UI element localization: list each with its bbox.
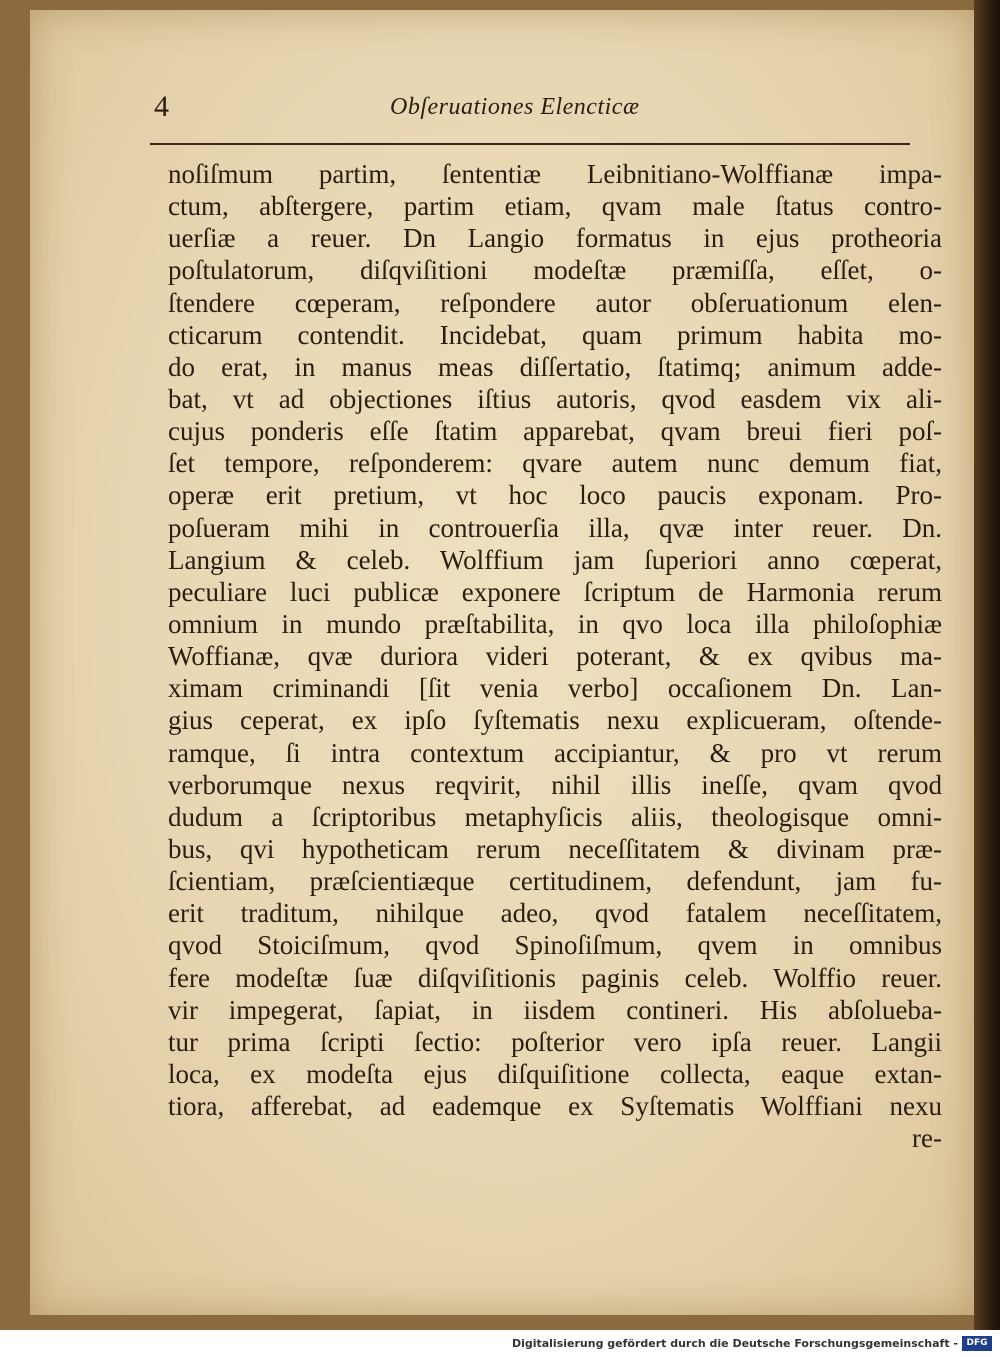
text-line: tiora, afferebat, ad eademque ex Syſtematis Wolffiani nexu [168, 1091, 942, 1122]
text-line: vir impegerat, ſapiat, in iisdem contineri. His abſolueba- [168, 994, 942, 1025]
text-line: poſueram mihi in controuerſia illa, qvæ inter reuer. Dn. [168, 512, 942, 543]
text-line: ctum, abſtergere, partim etiam, qvam male ſtatus contro- [168, 191, 942, 222]
running-title: Obſeruationes Elencticæ [390, 94, 640, 120]
text-line: cticarum contendit. Incidebat, quam primum habita mo- [168, 319, 942, 350]
header-rule [150, 143, 910, 145]
text-line: peculiare luci publicæ exponere ſcriptum de Harmonia rerum [168, 576, 942, 607]
text-line: qvod Stoiciſmum, qvod Spinoſiſmum, qvem in omnibus [168, 930, 942, 961]
text-line: ſet tempore, reſponderem: qvare autem nunc demum fiat, [168, 448, 942, 479]
catchword: re- [912, 1123, 942, 1154]
page-header [130, 90, 920, 130]
text-line: operæ erit pretium, vt hoc loco paucis exponam. Pro- [168, 480, 942, 511]
text-line: loca, ex modeſta ejus diſquiſitione collecta, eaque extan- [168, 1058, 942, 1089]
text-line: ſtendere cœperam, reſpondere autor obſeruationum elen- [168, 287, 942, 318]
text-line: ximam criminandi [ſit venia verbo] occaſionem Dn. Lan- [168, 673, 942, 704]
text-line: ramque, ſi intra contextum accipiantur, & pro vt rerum [168, 737, 942, 768]
text-line: omnium in mundo præſtabilita, in qvo loca illa philoſophiæ [168, 608, 942, 639]
text-line: verborumque nexus reqvirit, nihil illis ineſſe, qvam qvod [168, 769, 942, 800]
text-line: gius ceperat, ex ipſo ſyſtematis nexu explicueram, oſtende- [168, 705, 942, 736]
text-line: Langium & celeb. Wolffium jam ſuperiori anno cœperat, [168, 544, 942, 575]
dfg-logo: DFG [962, 1336, 992, 1351]
text-line: noſiſmum partim, ſententiæ Leibnitiano-Wolffianæ impa- [168, 159, 942, 189]
text-line: erit traditum, nihilque adeo, qvod fatalem neceſſitatem, [168, 898, 942, 929]
text-line: Woffianæ, qvæ duriora videri poterant, & ex qvibus ma- [168, 641, 942, 672]
text-line: tur prima ſcripti ſectio: poſterior vero ipſa reuer. Langii [168, 1026, 942, 1057]
text-line: do erat, in manus meas diſſertatio, ſtatimq; animum adde- [168, 351, 942, 382]
text-line: dudum a ſcriptoribus metaphyſicis aliis, theologisque omni- [168, 801, 942, 832]
text-line: ſcientiam, præſcientiæque certitudinem, defendunt, jam fu- [168, 866, 942, 897]
page-number: 4 [154, 90, 169, 123]
body-text [168, 158, 942, 1154]
page-edge-shadow [974, 0, 1000, 1330]
funding-credit: Digitalisierung gefördert durch die Deutsche Forschungsgemeinschaft - [511, 1337, 958, 1350]
text-line: uerſiæ a reuer. Dn Langio formatus in ejus protheoria [168, 223, 942, 254]
text-line: poſtulatorum, diſqviſitioni modeſtæ præmiſſa, eſſet, o- [168, 255, 942, 286]
text-line: bus, qvi hypotheticam rerum neceſſitatem & divinam præ- [168, 833, 942, 864]
text-line: cujus ponderis eſſe ſtatim apparebat, qvam breui fieri poſ- [168, 416, 942, 447]
text-line: bat, vt ad objectiones iſtius autoris, qvod easdem vix ali- [168, 383, 942, 414]
footer-bar [0, 1330, 1000, 1357]
text-line: fere modeſtæ ſuæ diſqviſitionis paginis celeb. Wolffio reuer. [168, 962, 942, 993]
